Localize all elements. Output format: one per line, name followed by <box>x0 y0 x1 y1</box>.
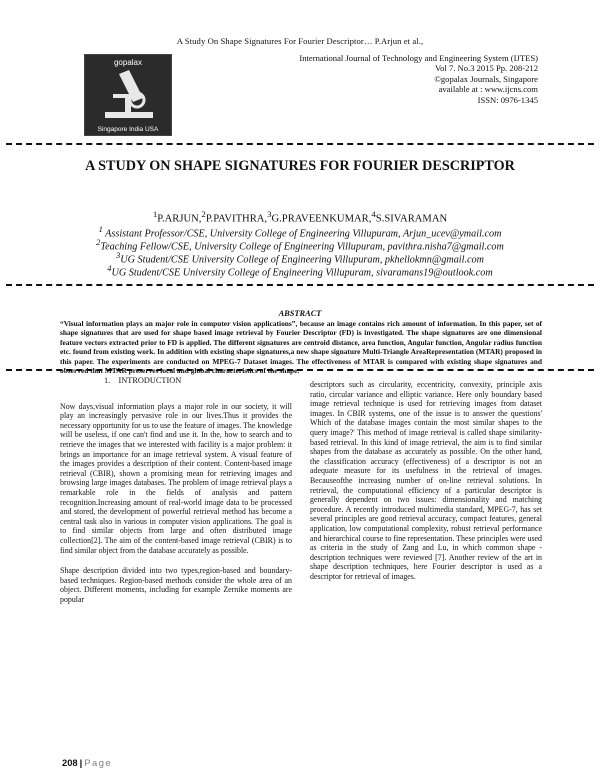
author-name: G.PRAVEENKUMAR, <box>271 213 372 225</box>
abstract-heading: ABSTRACT <box>278 309 322 318</box>
microscope-icon <box>99 68 159 120</box>
right-column <box>310 380 542 581</box>
divider-authors <box>6 284 594 286</box>
page-footer <box>62 757 112 768</box>
journal-website: available at : www.ijcns.com <box>438 84 538 95</box>
intro-paragraph-1: Now days,visual information plays a major role in our society, it will play an increasingly pervasive role in our lives.Thus it provides the necessary opportunity for us to use the feature of images. The knowledge will be useless, if one can't find and use it. In the, how to search and to retrieve the images that we interested with facility is a major problem: it brings an importance for an image retrieval system. A visual feature of the images provides a description of their content. Content-based image retrieval (CBIR), shown a promising mean for retrieving images and browsing large images databases. The problem of image retrieval plays a remarkable role in the fields of analysis and pattern recognition.Increasing amount of real-world image data to be processed and stored, the development of powerful retrieval method has become a central task also in various in computer vision applications. The goal is to find similar objects from large and often distributed image collection[2]. The aim of the content-based image retrieval (CBIR) is to find similar object from the database accurately as possible. <box>60 401 292 555</box>
journal-info <box>238 53 538 105</box>
affiliation-4: $^4$UG Student/CSE University College of Engineering Villupuram, sivaramans19@outlook.com <box>107 263 493 279</box>
journal-issn: ISSN: 0976-1345 <box>477 94 538 105</box>
author-list: $^1$P.ARJUN,$^2$P.PAVITHRA,$^3$G.PRAVEENKUMAR,$^4$S.SIVARAMAN <box>152 209 448 225</box>
affiliation-3: $^3$UG Student/CSE University College of Engineering Villupuram, pkhellokmn@gmail.com <box>116 250 484 266</box>
footer-separator: | <box>79 757 83 768</box>
affiliation-2: $^2$Teaching Fellow/CSE, University College of Engineering Villupuram, pavithra.nisha7@gmail.com <box>96 237 504 253</box>
intro-paragraph-2: Shape description divided into two types,region-based and boundary-based techniques. Region-based methods consider the whole area of an object. Different moments, including for example Zernike moments are popular <box>60 566 292 604</box>
journal-volume: Vol 7. No.3 2015 Pp. 208-212 <box>435 63 538 74</box>
page-number: 208 <box>62 757 78 768</box>
divider-top <box>6 143 594 145</box>
publisher-logo <box>84 54 172 136</box>
journal-publisher: ©gopalax Journals, Singapore <box>434 73 538 84</box>
author-name: P.ARJUN, <box>157 213 202 225</box>
divider-abstract <box>6 369 594 371</box>
author-name: S.SIVARAMAN <box>375 213 448 225</box>
logo-bottom-text: Singapore India USA <box>97 126 159 133</box>
journal-name: International Journal of Technology and Engineering System (IJTES) <box>299 53 538 63</box>
page-word: Page <box>84 757 113 768</box>
intro-paragraph-continued: descriptors such as circularity, eccentricity, convexity, principle axis ratio, circular variance and elliptic variance. Here only boundary based image retrieval technique is used for retrieving images from dataset images. In CBIR systems, one of the issue is to answer the questions' Which of the database images contain the most similar shapes to the query image?' This method of image retrieval is called shape similarity-based retrieval. In this kind of image retrieval, the aim is to find similar shapes from the database as accurately as possible. On the other hand, the classification accuracy (effectiveness) of a descriptor is not an adequate measure for its usefulness in the retrieval of images. Becauseofthe increasing number of on-line retrieval solutions. In retrieval, the computational efficiency of a particular descriptor is generally dependent on two issues: dimensionality and matching procedure. A recently introduced multimedia standard, MPEG-7, has set several principles are good retrieval accuracy, compact features, general application, low computational complexity, robust retrieval performance and hierarchical course to fine representation. These principles were used as criteria in the study of Zang and Lu, in which common shape -description techniques were reviewed [7]. Another review of the art in shape description techniques, here Fourier descriptor is used as a descriptor for retrieval of images. <box>310 380 542 581</box>
paper-title: A STUDY ON SHAPE SIGNATURES FOR FOURIER DESCRIPTOR <box>85 158 515 174</box>
abstract-text: “Visual information plays an major role in computer vision applications”, because an image contains rich amount of information. In this paper, set of shape signatures that are used for shape based image retrieval by Fourier Descriptor (FD) is investigated. The shape signatures are one dimensional feature vectors extracted prior to FD is applied. The different signatures are centroid distance, area function, Angular function, Angular radius function etc. found from existing work. In addition with existing shape signatures,a new shape signature Multi-Triangle AreaRepresentation (MTAR) proposed in this paper. The experiments are conducted on MPEG-7 Dataset images. The effectiveness of MTAR is compared with existing shape signatures and observed that MTAR preserves local and global characteristics of the shape. <box>60 319 542 376</box>
left-column <box>60 376 292 604</box>
logo-top-text: gopalax <box>113 58 143 67</box>
section-heading: 1. INTRODUCTION <box>104 376 182 385</box>
author-name: P.PAVITHRA, <box>205 213 268 225</box>
running-head: A Study On Shape Signatures For Fourier Descriptor… P.Arjun et al., <box>176 36 424 46</box>
affiliation-1: $^1$ Assistant Professor/CSE, University College of Engineering Villupuram, Arjun_ucev@ymail.com <box>98 224 502 240</box>
